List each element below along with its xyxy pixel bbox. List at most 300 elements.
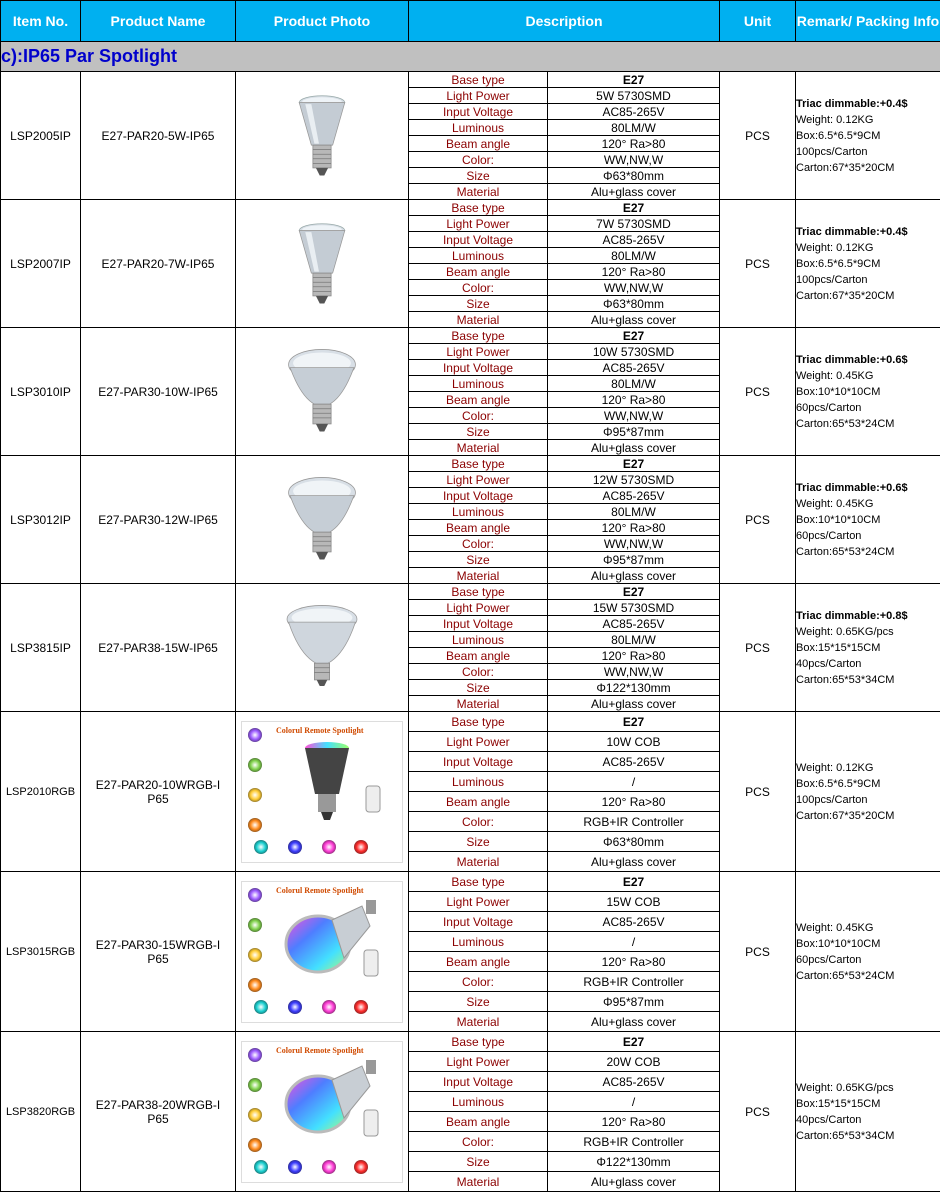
- item-no-cell: LSP3012IP: [1, 456, 81, 584]
- spec-value: 10W 5730SMD: [548, 344, 720, 360]
- spec-row: [409, 264, 719, 280]
- remark-line: Box:6.5*6.5*9CM: [796, 777, 881, 790]
- rgb-photo-title: Colorul Remote Spotlight: [276, 885, 364, 895]
- spec-value: 80LM/W: [548, 120, 720, 136]
- color-sample-dot: [248, 888, 262, 902]
- spec-label: Color:: [409, 152, 548, 168]
- product-photo-cell: [236, 712, 409, 872]
- remark-line: Weight: 0.65KG/pcs: [796, 625, 894, 638]
- spec-value: E27: [548, 200, 720, 216]
- spec-value: Φ63*80mm: [548, 832, 720, 852]
- spec-label: Material: [409, 568, 548, 584]
- spec-row: [409, 952, 719, 972]
- remark-cell: [796, 872, 940, 1032]
- spec-row: [409, 152, 719, 168]
- remark-dimmable: Triac dimmable:+0.4$: [796, 225, 908, 238]
- spec-value: RGB+IR Controller: [548, 972, 720, 992]
- spec-label: Material: [409, 1172, 548, 1192]
- remark-dimmable: Triac dimmable:+0.6$: [796, 353, 908, 366]
- spec-row: [409, 424, 719, 440]
- spec-value: E27: [548, 584, 720, 600]
- spec-row: [409, 520, 719, 536]
- spec-value: AC85-265V: [548, 488, 720, 504]
- rgb-spotlight-bulb-icon: [282, 736, 392, 836]
- remark-line: Box:10*10*10CM: [796, 513, 881, 526]
- spec-row: [409, 440, 719, 456]
- unit-cell: PCS: [720, 456, 796, 584]
- spec-row: [409, 1132, 719, 1152]
- product-name-cell: E27-PAR38-20WRGB-IP65: [81, 1032, 236, 1192]
- spec-value: RGB+IR Controller: [548, 1132, 720, 1152]
- description-cell: [409, 1032, 720, 1192]
- spec-value: AC85-265V: [548, 912, 720, 932]
- rgb-par30-spotlight-icon: [241, 881, 403, 1023]
- spec-label: Input Voltage: [409, 1072, 548, 1092]
- spec-row: [409, 648, 719, 664]
- remark-line: 60pcs/Carton: [796, 529, 862, 542]
- color-sample-dot: [322, 1000, 336, 1014]
- spec-label: Base type: [409, 328, 548, 344]
- spec-label: Light Power: [409, 344, 548, 360]
- spec-row: [409, 752, 719, 772]
- spec-value: Φ63*80mm: [548, 168, 720, 184]
- spec-value: AC85-265V: [548, 1072, 720, 1092]
- rgb-par20-spotlight-icon: [241, 721, 403, 863]
- spec-label: Color:: [409, 812, 548, 832]
- product-name-cell: E27-PAR30-15WRGB-IP65: [81, 872, 236, 1032]
- color-sample-dot: [322, 1160, 336, 1174]
- spec-label: Input Voltage: [409, 104, 548, 120]
- remark-line: Box:15*15*15CM: [796, 641, 881, 654]
- spec-row: [409, 456, 719, 472]
- color-sample-dot: [248, 1138, 262, 1152]
- spec-row: [409, 120, 719, 136]
- spec-value: 120° Ra>80: [548, 136, 720, 152]
- product-name-cell: E27-PAR38-15W-IP65: [81, 584, 236, 712]
- spec-value: AC85-265V: [548, 616, 720, 632]
- spec-row: [409, 296, 719, 312]
- product-photo-cell: [236, 456, 409, 584]
- product-row: [1, 1032, 940, 1192]
- remark-cell: [796, 1032, 940, 1192]
- header-product-name: Product Name: [81, 1, 236, 42]
- spec-value: WW,NW,W: [548, 408, 720, 424]
- spec-table: [409, 456, 719, 583]
- spec-label: Base type: [409, 1032, 548, 1052]
- remark-line: Weight: 0.45KG: [796, 369, 874, 382]
- spec-label: Size: [409, 296, 548, 312]
- spec-label: Beam angle: [409, 952, 548, 972]
- spec-row: [409, 1152, 719, 1172]
- remark-line: 60pcs/Carton: [796, 953, 862, 966]
- spec-value: Alu+glass cover: [548, 440, 720, 456]
- spec-label: Luminous: [409, 248, 548, 264]
- spec-row: [409, 972, 719, 992]
- spec-label: Beam angle: [409, 520, 548, 536]
- color-sample-dot: [354, 1160, 368, 1174]
- spec-row: [409, 992, 719, 1012]
- spec-label: Beam angle: [409, 792, 548, 812]
- spec-row: [409, 200, 719, 216]
- header-item-no: Item No.: [1, 1, 81, 42]
- spec-label: Luminous: [409, 632, 548, 648]
- unit-cell: PCS: [720, 584, 796, 712]
- remark-cell: [796, 328, 940, 456]
- spec-value: AC85-265V: [548, 104, 720, 120]
- spec-row: [409, 136, 719, 152]
- remark-line: Box:6.5*6.5*9CM: [796, 257, 881, 270]
- spec-row: [409, 812, 719, 832]
- color-sample-dot: [322, 840, 336, 854]
- spec-row: [409, 600, 719, 616]
- header-row: [1, 1, 940, 42]
- spec-value: 120° Ra>80: [548, 648, 720, 664]
- spec-value: Alu+glass cover: [548, 184, 720, 200]
- color-sample-dot: [254, 1000, 268, 1014]
- product-name-cell: E27-PAR30-10W-IP65: [81, 328, 236, 456]
- rgb-spotlight-bulb-icon: [282, 1056, 392, 1156]
- remark-cell: [796, 712, 940, 872]
- spec-value: E27: [548, 72, 720, 88]
- spec-value: AC85-265V: [548, 360, 720, 376]
- spec-row: [409, 216, 719, 232]
- spec-label: Input Voltage: [409, 488, 548, 504]
- spec-value: Alu+glass cover: [548, 568, 720, 584]
- spec-row: [409, 932, 719, 952]
- spec-row: [409, 632, 719, 648]
- spec-row: [409, 328, 719, 344]
- spec-row: [409, 184, 719, 200]
- item-no-cell: LSP2005IP: [1, 72, 81, 200]
- remark-line: Weight: 0.45KG: [796, 921, 874, 934]
- spec-row: [409, 680, 719, 696]
- spec-value: Φ95*87mm: [548, 552, 720, 568]
- spec-value: E27: [548, 712, 720, 732]
- spec-table: [409, 584, 719, 711]
- spec-table: [409, 712, 719, 871]
- spec-label: Size: [409, 552, 548, 568]
- spec-value: WW,NW,W: [548, 152, 720, 168]
- remark-line: Carton:65*53*34CM: [796, 673, 895, 686]
- remark-line: Carton:67*35*20CM: [796, 809, 895, 822]
- item-no-cell: LSP3010IP: [1, 328, 81, 456]
- spec-label: Size: [409, 424, 548, 440]
- spec-value: /: [548, 1092, 720, 1112]
- description-cell: [409, 456, 720, 584]
- spec-value: RGB+IR Controller: [548, 812, 720, 832]
- color-sample-dot: [288, 1160, 302, 1174]
- remark-line: Weight: 0.12KG: [796, 113, 874, 126]
- spec-value: Alu+glass cover: [548, 1012, 720, 1032]
- spec-label: Luminous: [409, 932, 548, 952]
- color-sample-dot: [354, 840, 368, 854]
- spec-value: /: [548, 932, 720, 952]
- spec-value: 12W 5730SMD: [548, 472, 720, 488]
- spec-row: [409, 1172, 719, 1192]
- spec-value: 80LM/W: [548, 376, 720, 392]
- remark-line: Carton:65*53*24CM: [796, 969, 895, 982]
- unit-cell: PCS: [720, 872, 796, 1032]
- spec-value: 120° Ra>80: [548, 264, 720, 280]
- remark-cell: [796, 200, 940, 328]
- spec-row: [409, 376, 719, 392]
- spec-row: [409, 1092, 719, 1112]
- spec-row: [409, 280, 719, 296]
- spec-row: [409, 732, 719, 752]
- spec-row: [409, 168, 719, 184]
- spec-label: Light Power: [409, 732, 548, 752]
- spec-label: Size: [409, 832, 548, 852]
- item-no-cell: LSP3820RGB: [1, 1032, 81, 1192]
- product-row: [1, 328, 940, 456]
- spec-value: Φ63*80mm: [548, 296, 720, 312]
- par30-bulb-icon: [236, 462, 408, 578]
- spec-label: Luminous: [409, 376, 548, 392]
- remark-line: Carton:67*35*20CM: [796, 289, 895, 302]
- spec-label: Input Voltage: [409, 360, 548, 376]
- spec-label: Input Voltage: [409, 752, 548, 772]
- spec-label: Light Power: [409, 600, 548, 616]
- product-photo-cell: [236, 328, 409, 456]
- product-photo-cell: [236, 200, 409, 328]
- spec-value: AC85-265V: [548, 752, 720, 772]
- color-sample-dot: [248, 728, 262, 742]
- spec-row: [409, 472, 719, 488]
- spec-label: Material: [409, 696, 548, 712]
- spec-label: Base type: [409, 72, 548, 88]
- spec-value: 7W 5730SMD: [548, 216, 720, 232]
- spec-label: Input Voltage: [409, 232, 548, 248]
- remark-line: Carton:65*53*24CM: [796, 417, 895, 430]
- color-sample-dot: [248, 818, 262, 832]
- spec-label: Beam angle: [409, 1112, 548, 1132]
- remark-line: 100pcs/Carton: [796, 793, 868, 806]
- spec-value: 120° Ra>80: [548, 952, 720, 972]
- remark-line: Box:6.5*6.5*9CM: [796, 129, 881, 142]
- spec-value: 80LM/W: [548, 632, 720, 648]
- spec-label: Luminous: [409, 1092, 548, 1112]
- product-name-cell: E27-PAR20-5W-IP65: [81, 72, 236, 200]
- spec-value: WW,NW,W: [548, 664, 720, 680]
- spec-label: Beam angle: [409, 136, 548, 152]
- spec-value: WW,NW,W: [548, 280, 720, 296]
- remark-line: 100pcs/Carton: [796, 273, 868, 286]
- spec-value: Φ122*130mm: [548, 680, 720, 696]
- product-row: [1, 72, 940, 200]
- spec-row: [409, 1112, 719, 1132]
- spec-value: 120° Ra>80: [548, 392, 720, 408]
- spec-row: [409, 88, 719, 104]
- section-row: [1, 42, 940, 72]
- remark-line: Weight: 0.12KG: [796, 761, 874, 774]
- description-cell: [409, 200, 720, 328]
- spec-row: [409, 892, 719, 912]
- spec-row: [409, 1032, 719, 1052]
- spec-row: [409, 232, 719, 248]
- spec-table: [409, 1032, 719, 1191]
- color-sample-dot: [354, 1000, 368, 1014]
- remark-dimmable: Triac dimmable:+0.6$: [796, 481, 908, 494]
- remark-line: Carton:65*53*24CM: [796, 545, 895, 558]
- spec-value: Alu+glass cover: [548, 1172, 720, 1192]
- remark-line: Carton:65*53*34CM: [796, 1129, 895, 1142]
- section-title: c):IP65 Par Spotlight: [1, 42, 940, 72]
- description-cell: [409, 328, 720, 456]
- color-sample-dot: [248, 1078, 262, 1092]
- spec-value: E27: [548, 872, 720, 892]
- product-row: [1, 872, 940, 1032]
- remark-line: Weight: 0.45KG: [796, 497, 874, 510]
- color-sample-dot: [248, 758, 262, 772]
- spec-table: [409, 72, 719, 199]
- item-no-cell: LSP3015RGB: [1, 872, 81, 1032]
- spec-value: 80LM/W: [548, 248, 720, 264]
- product-row: [1, 456, 940, 584]
- spec-value: 10W COB: [548, 732, 720, 752]
- color-sample-dot: [248, 978, 262, 992]
- rgb-photo-title: Colorul Remote Spotlight: [276, 725, 364, 735]
- spec-label: Beam angle: [409, 264, 548, 280]
- spec-row: [409, 696, 719, 712]
- product-row: [1, 200, 940, 328]
- par30-bulb-icon: [236, 334, 408, 450]
- spec-row: [409, 104, 719, 120]
- spec-value: 20W COB: [548, 1052, 720, 1072]
- spec-row: [409, 772, 719, 792]
- remark-line: Box:15*15*15CM: [796, 1097, 881, 1110]
- unit-cell: PCS: [720, 200, 796, 328]
- remark-dimmable: Triac dimmable:+0.4$: [796, 97, 908, 110]
- spec-value: /: [548, 772, 720, 792]
- spec-label: Material: [409, 440, 548, 456]
- spec-label: Color:: [409, 536, 548, 552]
- spec-value: 15W 5730SMD: [548, 600, 720, 616]
- product-photo-cell: [236, 1032, 409, 1192]
- spec-label: Luminous: [409, 120, 548, 136]
- par38-bulb-icon: [236, 590, 408, 706]
- spec-row: [409, 712, 719, 732]
- spec-label: Material: [409, 852, 548, 872]
- spec-value: WW,NW,W: [548, 536, 720, 552]
- spec-label: Color:: [409, 1132, 548, 1152]
- header-remark: Remark/ Packing Info: [796, 1, 940, 42]
- item-no-cell: LSP2010RGB: [1, 712, 81, 872]
- spec-label: Light Power: [409, 88, 548, 104]
- remark-cell: [796, 456, 940, 584]
- spec-label: Base type: [409, 584, 548, 600]
- spec-row: [409, 584, 719, 600]
- spec-row: [409, 1012, 719, 1032]
- spec-value: 120° Ra>80: [548, 1112, 720, 1132]
- remark-line: Box:10*10*10CM: [796, 937, 881, 950]
- remark-line: 60pcs/Carton: [796, 401, 862, 414]
- spec-row: [409, 72, 719, 88]
- spec-row: [409, 536, 719, 552]
- color-sample-dot: [248, 1048, 262, 1062]
- remark-line: Weight: 0.12KG: [796, 241, 874, 254]
- spec-label: Base type: [409, 456, 548, 472]
- color-sample-dot: [288, 1000, 302, 1014]
- par20-bulb-icon: [236, 206, 408, 322]
- spec-table: [409, 328, 719, 455]
- spec-row: [409, 568, 719, 584]
- spec-value: Φ95*87mm: [548, 424, 720, 440]
- spec-value: Alu+glass cover: [548, 312, 720, 328]
- rgb-par38-spotlight-icon: [241, 1041, 403, 1183]
- color-sample-dot: [254, 1160, 268, 1174]
- spec-value: E27: [548, 1032, 720, 1052]
- item-no-cell: LSP3815IP: [1, 584, 81, 712]
- rgb-spotlight-bulb-icon: [282, 896, 392, 996]
- spec-label: Luminous: [409, 504, 548, 520]
- product-name-cell: E27-PAR20-10WRGB-IP65: [81, 712, 236, 872]
- description-cell: [409, 872, 720, 1032]
- spec-label: Base type: [409, 712, 548, 732]
- spec-label: Luminous: [409, 772, 548, 792]
- item-no-cell: LSP2007IP: [1, 200, 81, 328]
- spec-label: Size: [409, 1152, 548, 1172]
- product-row: [1, 712, 940, 872]
- spec-value: E27: [548, 328, 720, 344]
- remark-cell: [796, 72, 940, 200]
- spec-label: Light Power: [409, 216, 548, 232]
- spec-label: Material: [409, 312, 548, 328]
- spec-row: [409, 360, 719, 376]
- description-cell: [409, 72, 720, 200]
- remark-line: Carton:67*35*20CM: [796, 161, 895, 174]
- spec-value: Alu+glass cover: [548, 696, 720, 712]
- spec-row: [409, 792, 719, 812]
- spec-label: Beam angle: [409, 392, 548, 408]
- header-product-photo: Product Photo: [236, 1, 409, 42]
- header-description: Description: [409, 1, 720, 42]
- product-photo-cell: [236, 584, 409, 712]
- spec-row: [409, 616, 719, 632]
- spec-row: [409, 504, 719, 520]
- description-cell: [409, 584, 720, 712]
- spec-table: [409, 200, 719, 327]
- spec-row: [409, 408, 719, 424]
- spec-label: Light Power: [409, 472, 548, 488]
- spec-row: [409, 912, 719, 932]
- header-unit: Unit: [720, 1, 796, 42]
- unit-cell: PCS: [720, 72, 796, 200]
- spec-row: [409, 852, 719, 872]
- spec-row: [409, 664, 719, 680]
- spec-label: Color:: [409, 280, 548, 296]
- color-sample-dot: [248, 1108, 262, 1122]
- spec-value: E27: [548, 456, 720, 472]
- remark-line: 40pcs/Carton: [796, 1113, 862, 1126]
- spec-label: Color:: [409, 972, 548, 992]
- spec-label: Material: [409, 1012, 548, 1032]
- spec-row: [409, 1052, 719, 1072]
- product-row: [1, 584, 940, 712]
- spec-value: 80LM/W: [548, 504, 720, 520]
- product-name-cell: E27-PAR20-7W-IP65: [81, 200, 236, 328]
- remark-line: Weight: 0.65KG/pcs: [796, 1081, 894, 1094]
- spec-value: 120° Ra>80: [548, 792, 720, 812]
- spec-table: [409, 872, 719, 1031]
- spec-label: Size: [409, 168, 548, 184]
- remark-line: 40pcs/Carton: [796, 657, 862, 670]
- spec-value: 5W 5730SMD: [548, 88, 720, 104]
- spec-label: Light Power: [409, 1052, 548, 1072]
- spec-value: Φ122*130mm: [548, 1152, 720, 1172]
- color-sample-dot: [288, 840, 302, 854]
- spec-label: Material: [409, 184, 548, 200]
- spec-label: Base type: [409, 872, 548, 892]
